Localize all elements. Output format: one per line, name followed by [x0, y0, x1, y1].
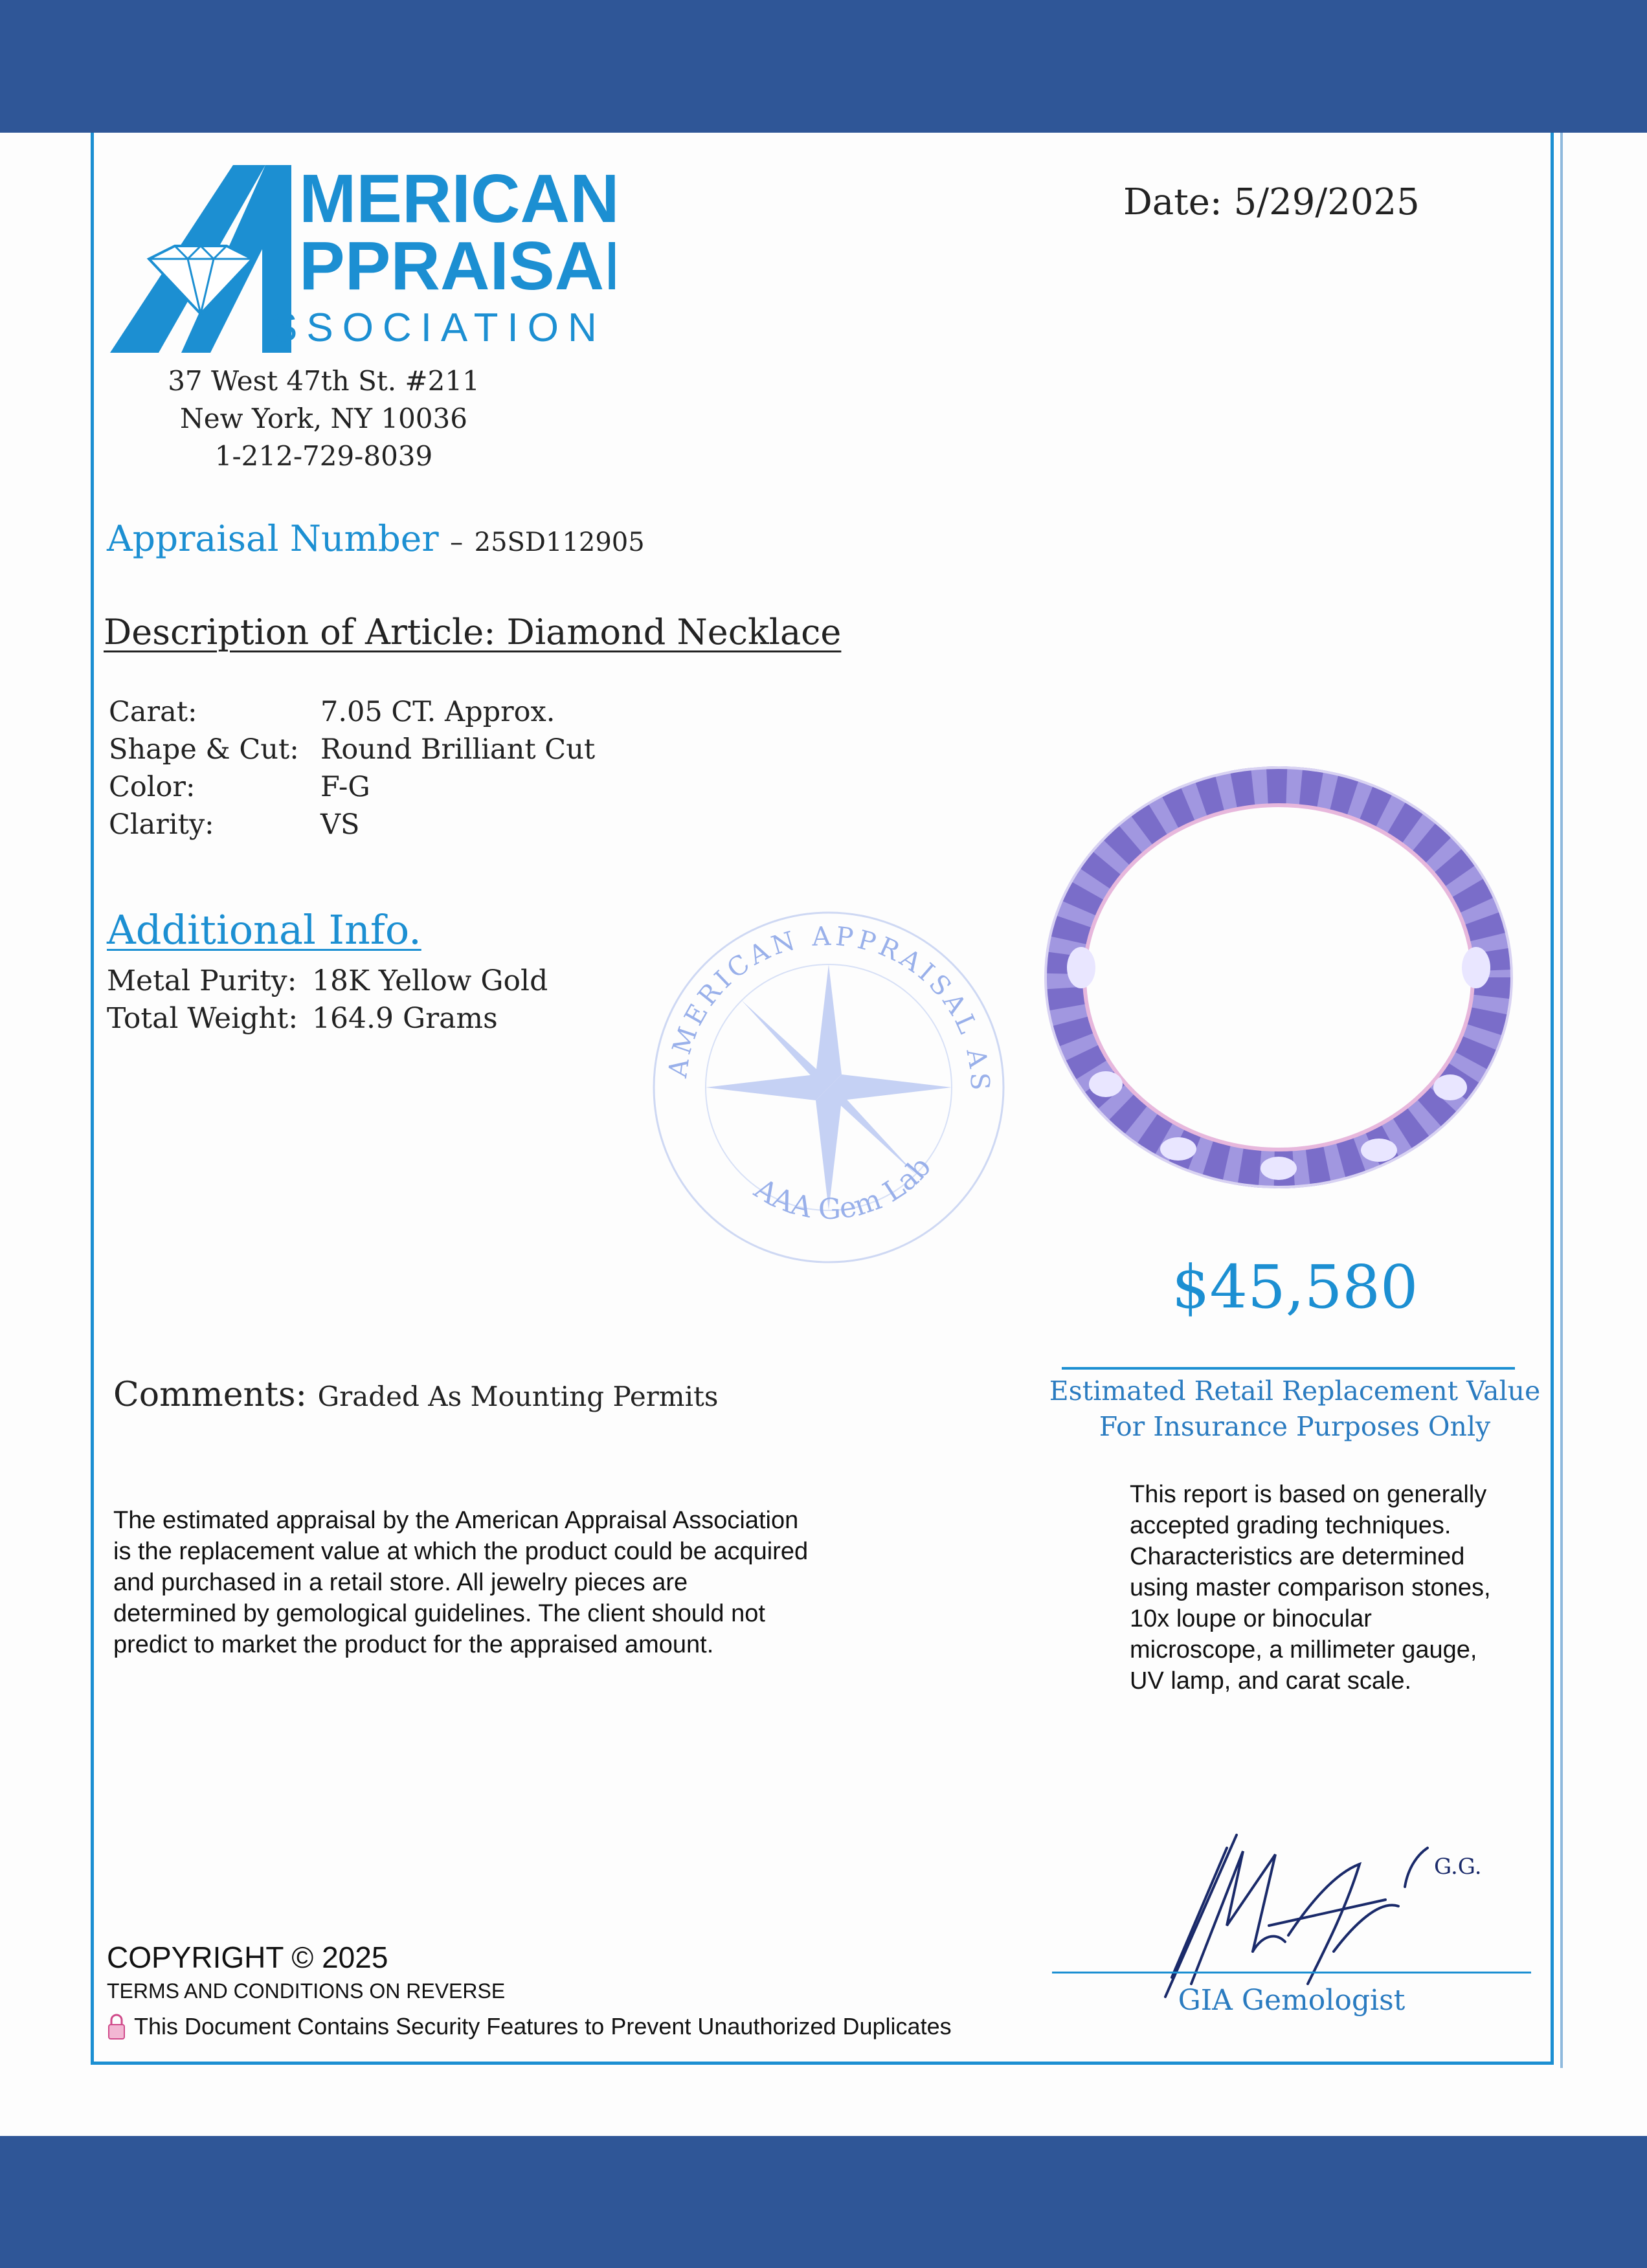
spec-label-carat: Carat: [109, 696, 197, 728]
appraisal-disclaimer: The estimated appraisal by the American Appraisal Association is the replacement value at which the product could be acquired and purchased in a retail store. All jewelry pieces are determined by gemological guidelines. The client should not predict to market the product for the appraised amount. [113, 1507, 809, 1658]
american-appraisal-association-logo [97, 152, 615, 366]
article-description: Description of Article: Diamond Necklace [104, 612, 842, 652]
spec-value-color: F-G [320, 771, 370, 803]
address-street: 37 West 47th St. #211 [168, 365, 480, 397]
seal-graphic [628, 887, 1029, 1288]
address-city: New York, NY 10036 [180, 403, 467, 434]
certificate-date: Date: 5/29/2025 [1123, 181, 1420, 223]
lock-icon [107, 2013, 126, 2040]
gem-lab-seal [628, 887, 1029, 1288]
top-scan-band [0, 0, 1647, 133]
spec-value-clarity: VS [320, 808, 360, 841]
appraisal-number-value: 25SD112905 [474, 528, 645, 557]
necklace-links [1065, 786, 1492, 1168]
logo-line1: MERICAN [299, 161, 615, 237]
terms-notice: TERMS AND CONDITIONS ON REVERSE [107, 1979, 506, 2003]
appraisal-number-label: Appraisal Number [107, 518, 439, 559]
spec-label-clarity: Clarity: [109, 808, 214, 841]
seal-bottom-text: AAA Gem Lab [748, 1150, 938, 1226]
signature-line [1052, 1972, 1531, 1973]
additional-label-metal: Metal Purity: [107, 964, 297, 997]
additional-value-weight: 164.9 Grams [312, 1002, 498, 1035]
necklace-illustration [1023, 754, 1528, 1201]
logo-line2: PPRAISAL [299, 228, 615, 304]
appraisal-separator: – [450, 528, 464, 557]
signature-graphic [1114, 1796, 1515, 2094]
additional-info-title: Additional Info. [107, 906, 421, 953]
bottom-scan-band [0, 2136, 1647, 2268]
value-caption-secondary: For Insurance Purposes Only [1099, 1411, 1491, 1442]
copyright-notice: COPYRIGHT © 2025 [107, 1940, 388, 1974]
security-text: This Document Contains Security Features to Prevent Unauthorized Duplicates [134, 2013, 952, 2040]
comments-value: Graded As Mounting Permits [317, 1381, 719, 1412]
comments-label: Comments: [113, 1375, 308, 1414]
necklace-inner-edge [1084, 805, 1473, 1150]
appraised-value: $45,580 [1172, 1252, 1418, 1322]
spec-value-carat: 7.05 CT. Approx. [320, 696, 555, 728]
grading-disclaimer: This report is based on generally accepted grading techniques. Characteristics are determined using master comparison stones, 10x loupe or binocular microscope, a millimeter gauge, UV lamp, and carat scale. [1130, 1481, 1491, 1695]
spec-value-shape: Round Brilliant Cut [320, 733, 596, 766]
security-notice [107, 2013, 952, 2040]
comments [113, 1375, 718, 1414]
company-address [155, 362, 492, 475]
logo-line3: SSOCIATION [271, 306, 606, 350]
spec-label-color: Color: [109, 771, 196, 803]
signer-title: GIA Gemologist [1178, 1984, 1406, 2017]
additional-label-weight: Total Weight: [107, 1002, 298, 1035]
spec-label-shape: Shape & Cut: [109, 733, 299, 766]
seal-top-text: AMERICAN APPRAISAL AS [663, 921, 995, 1095]
value-caption-primary: Estimated Retail Replacement Value [1049, 1375, 1541, 1406]
gemologist-signature [1114, 1796, 1515, 2094]
necklace-diamond-clusters [1067, 947, 1490, 1180]
logo-mark [97, 152, 615, 366]
value-divider [1062, 1367, 1515, 1370]
address-phone: 1-212-729-8039 [214, 440, 433, 472]
signature-suffix: G.G. [1434, 1854, 1482, 1880]
necklace-photo [1023, 754, 1528, 1201]
appraisal-number [107, 518, 645, 559]
additional-value-metal: 18K Yellow Gold [312, 964, 548, 997]
frame-shadow [1560, 133, 1563, 2068]
certificate-page [0, 133, 1647, 2136]
